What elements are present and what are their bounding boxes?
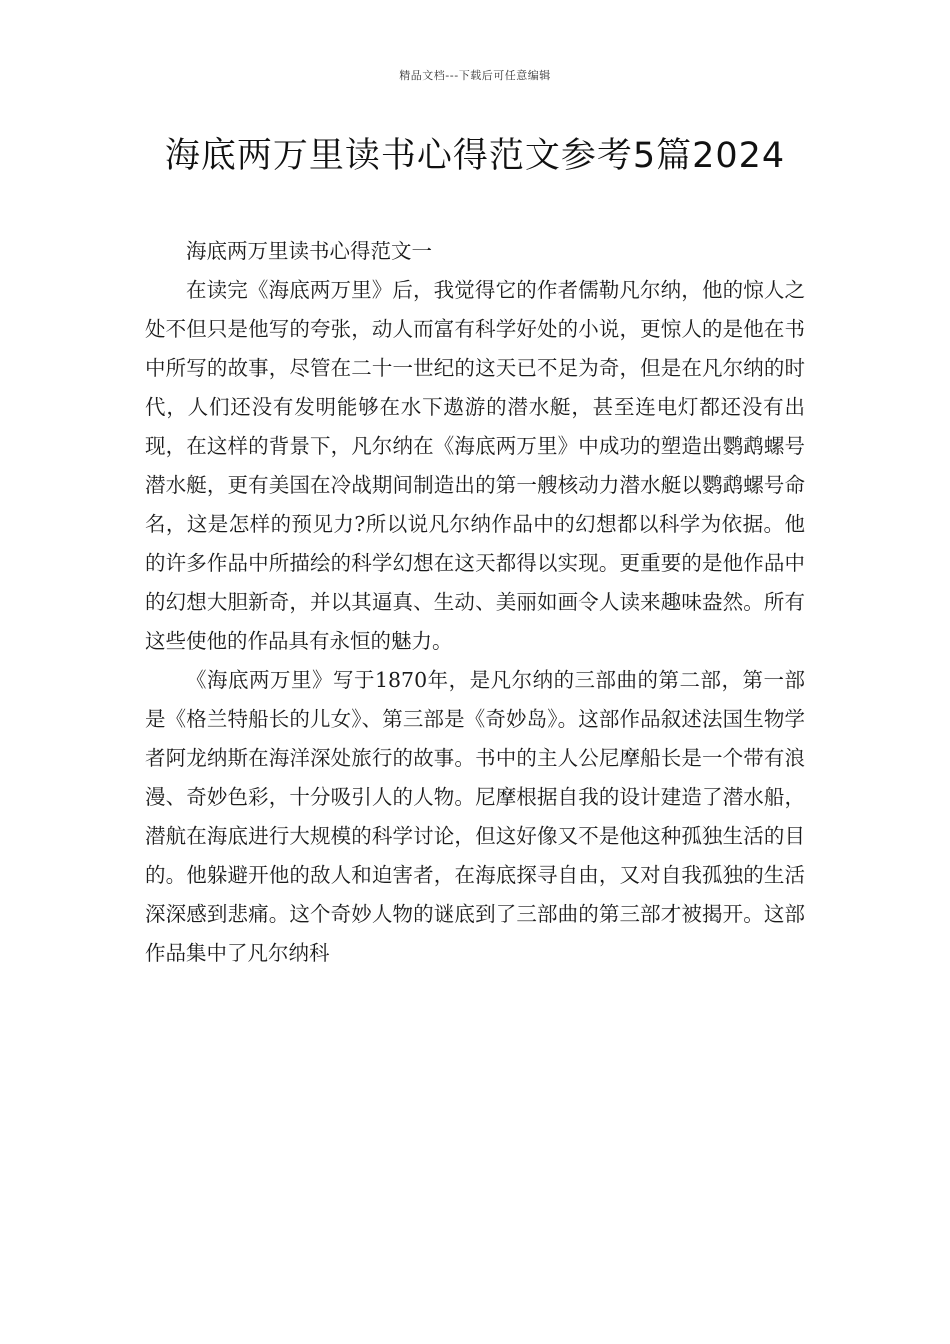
document-title: 海底两万里读书心得范文参考5篇2024 xyxy=(164,136,786,176)
paragraph: 在读完《海底两万里》后，我觉得它的作者儒勒凡尔纳，他的惊人之处不但只是他写的夸张，动人而富有科学好处的小说，更惊人的是他在书中所写的故事，尽管在二十一世纪的这天已不足为奇，但是在凡尔纳的时代，人们还没有发明能够在水下遨游的潜水艇，甚至连电灯都还没有出现，在这样的背景下，凡尔纳在《海底两万里》中成功的塑造出鹦鹉螺号潜水艇，更有美国在冷战期间制造出的第一艘核动力潜水艇以鹦鹉螺号命名，这是怎样的预见力?所以说凡尔纳作品中的幻想都以科学为依据。他的许多作品中所描绘的科学幻想在这天都得以实现。更重要的是他作品中的幻想大胆新奇，并以其逼真、生动、美丽如画令人读来趣味盎然。所有这些使他的作品具有永恒的魅力。 xyxy=(145,278,805,653)
document-body xyxy=(145,232,805,973)
paragraph: 《海底两万里》写于1870年，是凡尔纳的三部曲的第二部，第一部是《格兰特船长的儿女》、第三部是《奇妙岛》。这部作品叙述法国生物学者阿龙纳斯在海洋深处旅行的故事。书中的主人公尼摩船长是一个带有浪漫、奇妙色彩，十分吸引人的人物。尼摩根据自我的设计建造了潜水船，潜航在海底进行大规模的科学讨论，但这好像又不是他这种孤独生活的目的。他躲避开他的敌人和迫害者，在海底探寻自由，又对自我孤独的生活深深感到悲痛。这个奇妙人物的谜底到了三部曲的第三部才被揭开。这部作品集中了凡尔纳科 xyxy=(145,668,805,965)
header-note: 精品文档---下载后可任意编辑 xyxy=(399,69,551,82)
section-heading: 海底两万里读书心得范文一 xyxy=(186,239,432,263)
